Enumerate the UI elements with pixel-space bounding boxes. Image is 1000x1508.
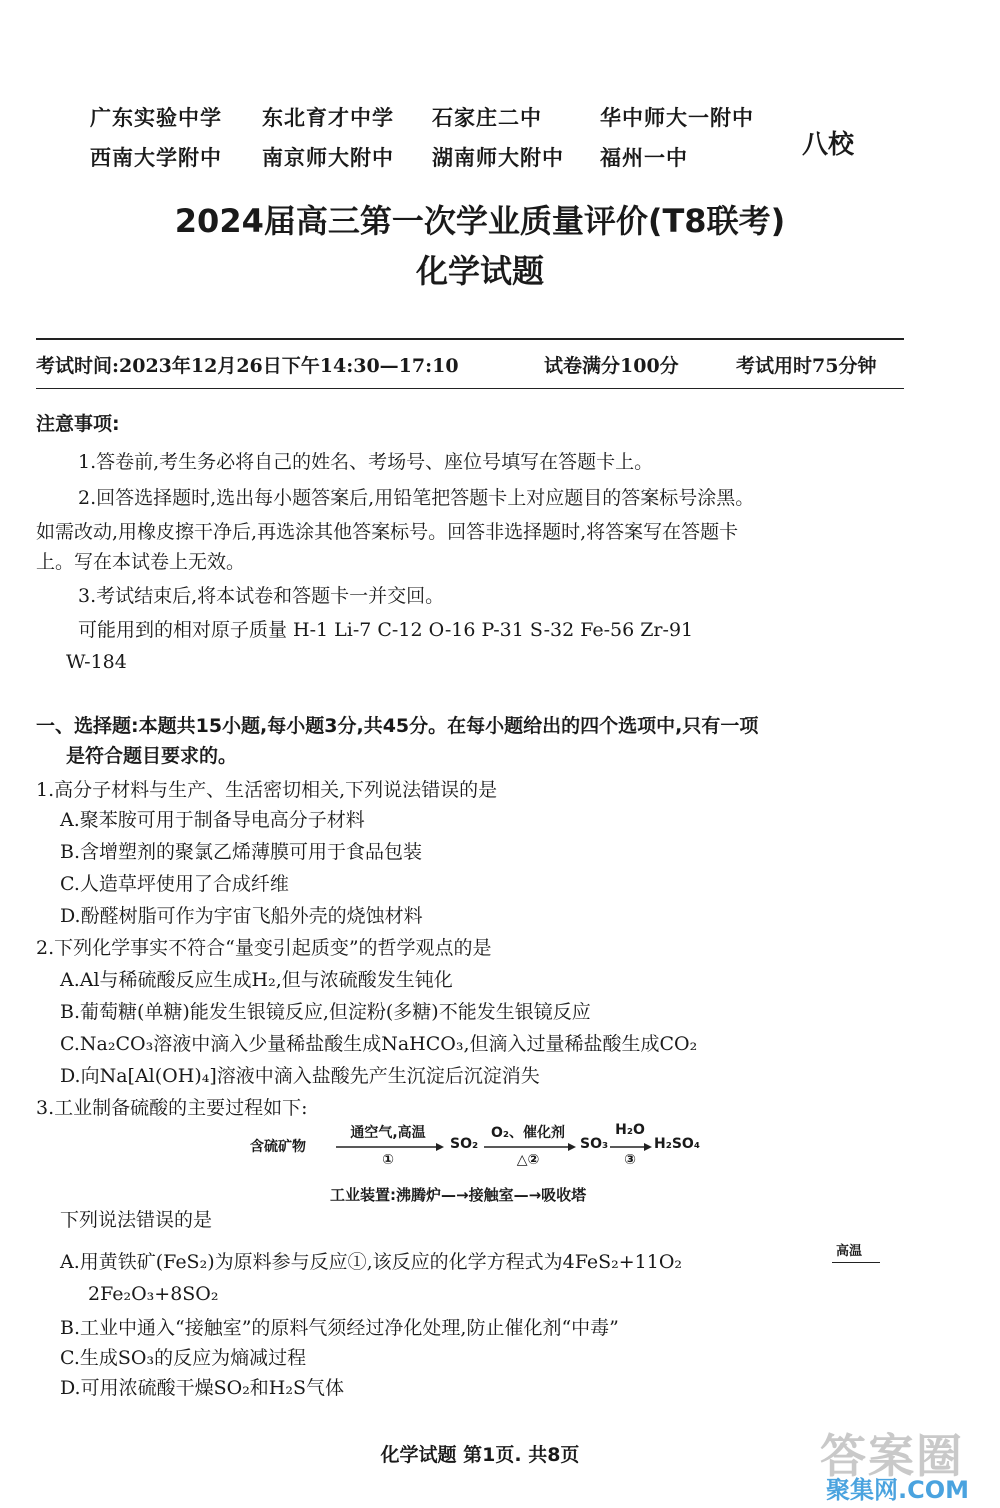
notice-item: 2.回答选择题时,选出每小题答案后,用铅笔把答题卡上对应题目的答案标号涂黑。	[78, 487, 755, 509]
arrow-right-icon	[336, 1142, 444, 1152]
question-1-stem: 1.高分子材料与生产、生活密切相关,下列说法错误的是	[36, 779, 498, 801]
diagram-arrow-1-label: 通空气,高温	[350, 1125, 426, 1141]
question-1-option-a: A.聚苯胺可用于制备导电高分子材料	[60, 809, 365, 831]
question-3-option-b: B.工业中通入“接触室”的原料气须经过净化处理,防止催化剂“中毒”	[60, 1317, 619, 1339]
diagram-arrow-2-label: O₂、催化剂	[490, 1125, 566, 1141]
diagram-so3: SO₃	[580, 1136, 609, 1152]
notice-item: 1.答卷前,考生务必将自己的姓名、考场号、座位号填写在答题卡上。	[78, 451, 654, 473]
school-name: 广东实验中学	[90, 106, 222, 130]
question-2-option-d: D.向Na[Al(OH)₄]溶液中滴入盐酸先产生沉淀后沉淀消失	[60, 1065, 540, 1087]
question-3-option-a: A.用黄铁矿(FeS₂)为原料参与反应①,该反应的化学方程式为4FeS₂+11O₂	[60, 1251, 683, 1273]
school-name: 西南大学附中	[90, 146, 222, 170]
school-name: 福州一中	[600, 146, 688, 170]
question-2-option-b: B.葡萄糖(单糖)能发生银镜反应,但淀粉(多糖)不能发生银镜反应	[60, 1001, 591, 1023]
question-1-option-c: C.人造草坪使用了合成纤维	[60, 873, 289, 895]
question-1-option-b: B.含增塑剂的聚氯乙烯薄膜可用于食品包装	[60, 841, 423, 863]
school-name: 南京师大附中	[262, 146, 394, 170]
full-score: 试卷满分100分	[544, 355, 679, 377]
school-name: 东北育才中学	[262, 106, 394, 130]
diagram-step-1: ①	[382, 1152, 394, 1168]
school-name: 石家庄二中	[432, 106, 542, 130]
diagram-so2: SO₂	[450, 1136, 479, 1152]
eight-schools-label: 八校	[802, 130, 855, 160]
section-heading-cont: 是符合题目要求的。	[66, 745, 238, 767]
diagram-arrow-3-label: H₂O	[615, 1122, 645, 1138]
watermark-logo: 答案圈	[820, 1429, 964, 1483]
reaction-condition: 高温	[836, 1244, 863, 1259]
question-2-stem: 2.下列化学事实不符合“量变引起质变”的哲学观点的是	[36, 937, 492, 959]
subject-title: 化学试题	[415, 252, 544, 290]
equation-bar	[832, 1262, 880, 1263]
question-2-option-c: C.Na₂CO₃溶液中滴入少量稀盐酸生成NaHCO₃,但滴入过量稀盐酸生成CO₂	[60, 1033, 698, 1055]
school-name: 华中师大一附中	[600, 106, 754, 130]
notice-item: 上。写在本试卷上无效。	[36, 551, 246, 573]
diagram-start: 含硫矿物	[250, 1139, 306, 1155]
exam-duration: 考试用时75分钟	[736, 355, 877, 377]
question-3-option-d: D.可用浓硫酸干燥SO₂和H₂S气体	[60, 1377, 345, 1399]
page-footer: 化学试题 第1页. 共8页	[380, 1444, 580, 1466]
question-3-prompt: 下列说法错误的是	[60, 1209, 213, 1231]
notice-heading: 注意事项:	[36, 413, 120, 435]
question-3-stem: 3.工业制备硫酸的主要过程如下:	[36, 1097, 308, 1119]
atomic-masses: 可能用到的相对原子质量 H-1 Li-7 C-12 O-16 P-31 S-32 Fe-56 Zr-91	[78, 619, 694, 641]
divider-top	[36, 338, 904, 340]
divider-bottom	[36, 388, 904, 389]
question-3-option-c: C.生成SO₃的反应为熵减过程	[60, 1347, 307, 1369]
watermark-site: 聚集网.COM	[826, 1476, 970, 1504]
question-3-option-a-cont: 2Fe₂O₃+8SO₂	[88, 1283, 219, 1305]
question-2-option-a: A.Al与稀硫酸反应生成H₂,但与浓硫酸发生钝化	[60, 969, 453, 991]
exam-time: 考试时间:2023年12月26日下午14:30—17:10	[36, 355, 459, 377]
section-heading: 一、选择题:本题共15小题,每小题3分,共45分。在每小题给出的四个选项中,只有一项	[36, 715, 759, 737]
atomic-masses-cont: W-184	[66, 651, 127, 673]
diagram-devices: 工业装置:沸腾炉—→接触室—→吸收塔	[330, 1186, 587, 1204]
question-1-option-d: D.酚醛树脂可作为宇宙飞船外壳的烧蚀材料	[60, 905, 423, 927]
school-name: 湖南师大附中	[432, 146, 564, 170]
diagram-h2so4: H₂SO₄	[654, 1136, 700, 1152]
diagram-step-3: ③	[624, 1152, 636, 1168]
sulfuric-acid-process-diagram	[250, 1122, 710, 1212]
diagram-step-2: △②	[516, 1152, 540, 1168]
notice-item: 3.考试结束后,将本试卷和答题卡一并交回。	[78, 585, 445, 607]
arrow-right-icon	[610, 1142, 652, 1152]
exam-title: 2024届高三第一次学业质量评价(T8联考)	[174, 202, 786, 240]
arrow-right-icon	[484, 1142, 576, 1152]
notice-item: 如需改动,用橡皮擦干净后,再选涂其他答案标号。回答非选择题时,将答案写在答题卡	[36, 521, 739, 543]
